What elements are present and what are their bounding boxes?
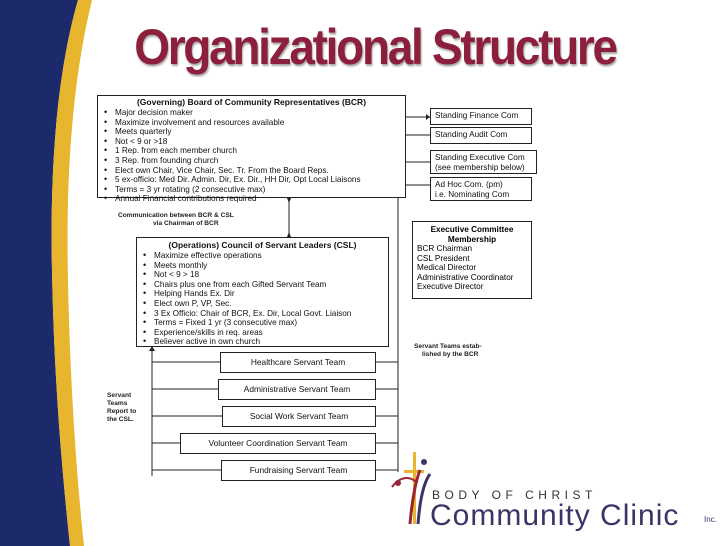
team-label: Fundraising Servant Team [249, 465, 348, 475]
csl-item: • Maximize effective operations [154, 251, 385, 261]
bcr-item: • Elect own Chair, Vice Chair, Sec. Tr. From the Board Reps. [115, 166, 402, 176]
executive-committee-subheading: Membership [447, 234, 497, 244]
executive-member: CSL President [417, 253, 470, 263]
adhoc-label: Ad Hoc Com. (pm) [435, 180, 503, 189]
bcr-item: • 1 Rep. from each member church [115, 146, 402, 156]
servant-report-line: the CSL. [107, 416, 134, 423]
bcr-item: • 3 Rep. from founding church [115, 156, 402, 166]
standing-finance-label: Standing Finance Com [435, 111, 519, 120]
team-label: Administrative Servant Team [243, 384, 351, 394]
servant-report-line: Servant [107, 392, 132, 399]
servant-report-line: Report to [107, 408, 137, 415]
executive-member: Medical Director [417, 263, 477, 272]
adhoc-note: i.e. Nominating Com [435, 189, 510, 199]
csl-item: • Not < 9 > 18 [154, 270, 385, 280]
csl-item: • Chairs plus one from each Gifted Servant Team [154, 280, 385, 290]
standing-executive-label: Standing Executive Com [435, 153, 525, 162]
csl-item: • Meets monthly [154, 261, 385, 271]
communication-note-line: Communication between BCR & CSL [118, 212, 234, 219]
logo-top-text: BODY OF CHRIST [432, 488, 597, 502]
csl-item: • Believer active in own church [154, 337, 385, 347]
bcr-title: (Governing) Board of Community Representatives (BCR) [136, 97, 367, 107]
csl-title: (Operations) Council of Servant Leaders (CSL) [168, 240, 357, 250]
bcr-item: • Maximize involvement and resources available [115, 118, 402, 128]
csl-item: • 3 Ex Officio: Chair of BCR, Ex. Dir, Local Govt. Liaison [154, 309, 385, 319]
executive-member: Executive Director [417, 282, 484, 291]
executive-member: Administrative Coordinator [417, 272, 514, 282]
communication-note-line: via Chairman of BCR [153, 220, 219, 227]
servant-est-line: Servant Teams estab- [414, 343, 482, 350]
standing-executive-note: (see membership below) [435, 162, 525, 172]
servant-est-line: lished by the BCR [422, 351, 479, 358]
csl-item: • Experience/skills in req. areas [154, 328, 385, 338]
standing-audit-label: Standing Audit Com [435, 130, 508, 139]
csl-item: • Terms = Fixed 1 yr (3 consecutive max) [154, 318, 385, 328]
bcr-item: • Annual Financial contributions required [115, 194, 402, 204]
csl-item: • Elect own P, VP, Sec. [154, 299, 385, 309]
bcr-item: • Not < 9 or >18 [115, 137, 402, 147]
servant-report-line: Teams [107, 400, 128, 407]
page-title: Organizational Structure [134, 19, 616, 75]
team-label: Healthcare Servant Team [250, 357, 346, 367]
bcr-item: • Terms = 3 yr rotating (2 consecutive max) [115, 185, 402, 195]
logo-inc-text: Inc. [704, 515, 717, 524]
bcr-item: • Major decision maker [115, 108, 402, 118]
bcr-item: • 5 ex-officio: Med Dir. Admin. Dir, Ex. Dir., HH Dir, Opt Local Liaisons [115, 175, 402, 185]
logo-main-text: Community Clinic [430, 499, 680, 532]
bcr-item: • Meets quarterly [115, 127, 402, 137]
team-label: Volunteer Coordination Servant Team [208, 438, 348, 448]
executive-committee-heading: Executive Committee [430, 225, 514, 234]
executive-member: BCR Chairman [417, 244, 473, 253]
team-label: Social Work Servant Team [249, 411, 349, 421]
csl-item: • Helping Hands Ex. Dir [154, 289, 385, 299]
